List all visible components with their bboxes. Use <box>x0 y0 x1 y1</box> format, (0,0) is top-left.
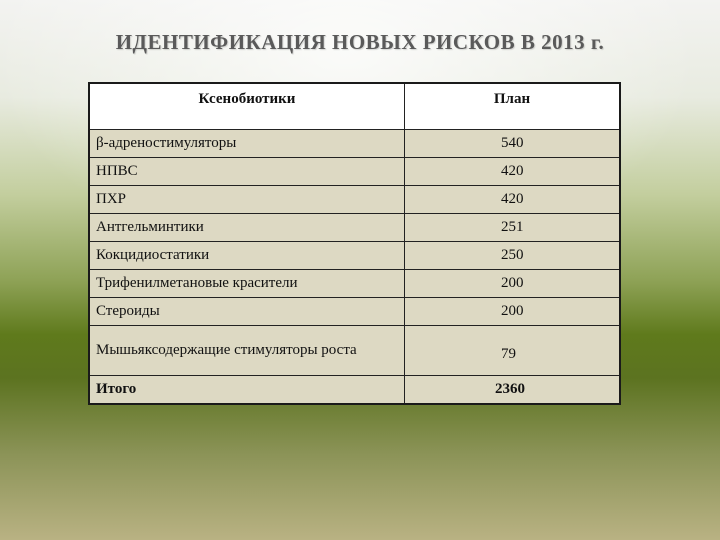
table-header-row <box>89 83 620 130</box>
total-plan: 2360 <box>405 376 621 404</box>
risk-table-container <box>88 82 621 405</box>
table-row <box>89 186 620 214</box>
row-plan: 200 <box>405 270 621 298</box>
row-name: Кокцидиостатики <box>89 242 405 270</box>
row-name: Антгельминтики <box>89 214 405 242</box>
slide-title: ИДЕНТИФИКАЦИЯ НОВЫХ РИСКОВ В 2013 г. <box>115 30 605 54</box>
row-plan: 200 <box>405 298 621 326</box>
table-row <box>89 214 620 242</box>
row-plan: 251 <box>405 214 621 242</box>
table-row <box>89 130 620 158</box>
total-label: Итого <box>89 376 405 404</box>
row-plan: 420 <box>405 158 621 186</box>
table-row <box>89 158 620 186</box>
row-name: β-адреностимуляторы <box>89 130 405 158</box>
row-plan: 540 <box>405 130 621 158</box>
table-row <box>89 298 620 326</box>
row-name: Трифенилметановые красители <box>89 270 405 298</box>
row-plan: 79 <box>405 326 621 376</box>
table-row <box>89 270 620 298</box>
table-row <box>89 326 620 376</box>
row-name: Стероиды <box>89 298 405 326</box>
row-plan: 420 <box>405 186 621 214</box>
table-row <box>89 242 620 270</box>
header-plan: План <box>405 83 621 130</box>
row-name: ПХР <box>89 186 405 214</box>
table-total-row <box>89 376 620 404</box>
risk-table <box>88 82 621 405</box>
header-xenobiotics: Ксенобиотики <box>89 83 405 130</box>
row-plan: 250 <box>405 242 621 270</box>
row-name: Мышьяксодержащие стимуляторы роста <box>89 326 405 376</box>
row-name: НПВС <box>89 158 405 186</box>
